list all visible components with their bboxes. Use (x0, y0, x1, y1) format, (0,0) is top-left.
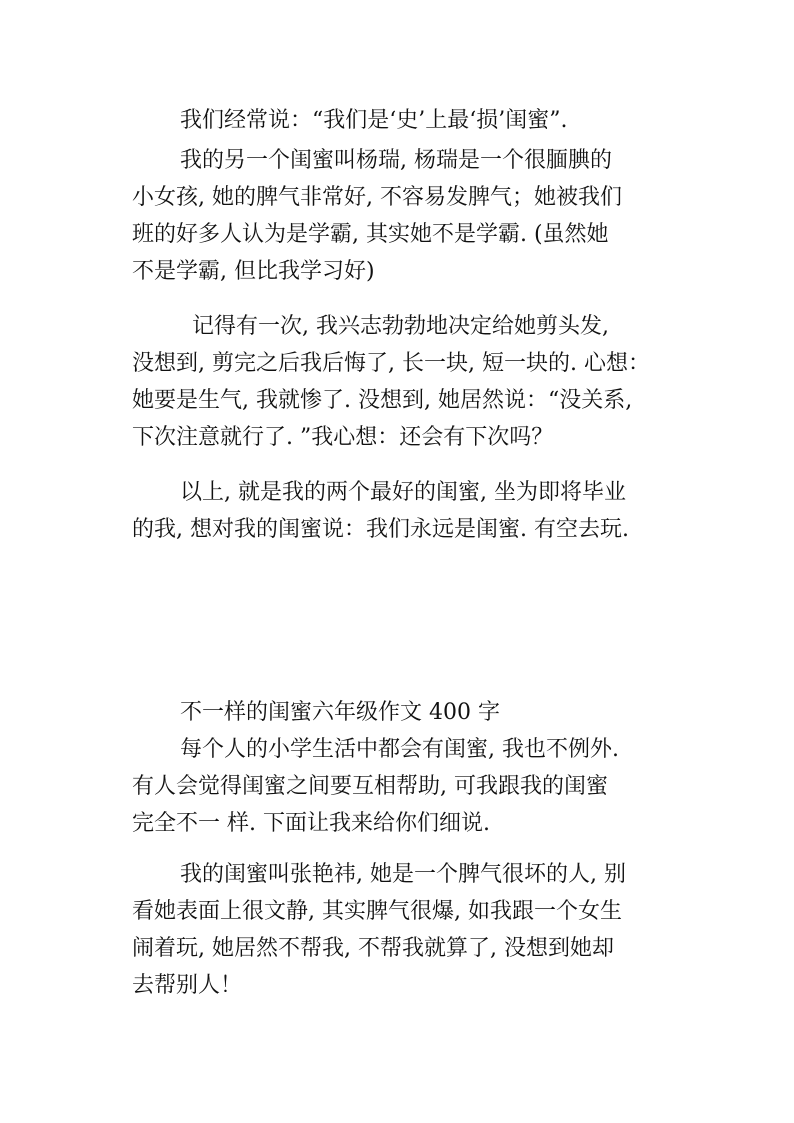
text-line: 下次注意就行了. ”我心想：还会有下次吗？ (132, 425, 554, 450)
paragraph-2 (132, 142, 672, 290)
page-title: 不一样的闺蜜六年级作文 400 字 (180, 700, 500, 725)
essay-title (132, 694, 672, 731)
text-line: 的我, 想对我的闺蜜说：我们永远是闺蜜. 有空去玩. (132, 517, 629, 542)
text-line: 有人会觉得闺蜜之间要互相帮助, 可我跟我的闺蜜 (132, 774, 608, 799)
paragraph-4 (132, 474, 672, 548)
text-line: 闹着玩, 她居然不帮我, 不帮我就算了, 没想到她却 (132, 936, 614, 961)
text-line: 去帮别人！ (132, 973, 243, 998)
text-line: 以上, 就是我的两个最好的闺蜜, 坐为即将毕业 (180, 480, 626, 505)
text-line: 小女孩, 她的脾气非常好, 不容易发脾气；她被我们 (132, 185, 622, 210)
text-line: 我的另一个闺蜜叫杨瑞, 杨瑞是一个很腼腆的 (180, 148, 612, 173)
paragraph-5 (132, 731, 672, 842)
text-line: 记得有一次, 我兴志勃勃地决定给她剪头发, (192, 314, 609, 339)
text-line: 我的闺蜜叫张艳祎, 她是一个脾气很坏的人, 别 (180, 862, 626, 887)
text-line: 没想到, 剪完之后我后悔了, 长一块, 短一块的. 心想： (132, 351, 650, 376)
paragraph-3 (132, 308, 672, 456)
text-line: 她要是生气, 我就惨了. 没想到, 她居然说：“没关系, (132, 388, 633, 413)
paragraph-6 (132, 856, 672, 1004)
text-line: 完全不一 样. 下面让我来给你们细说. (132, 811, 490, 836)
paragraph-1 (132, 102, 672, 139)
text-line: 不是学霸, 但比我学习好) (132, 259, 375, 284)
text-line: 看她表面上很文静, 其实脾气很爆, 如我跟一个女生 (132, 899, 622, 924)
text-line: 每个人的小学生活中都会有闺蜜, 我也不例外. (180, 737, 619, 762)
text-line: 我们经常说：“我们是‘史’上最‘损’闺蜜”. (180, 108, 568, 133)
text-line: 班的好多人认为是学霸, 其实她不是学霸. (虽然她 (132, 222, 609, 247)
